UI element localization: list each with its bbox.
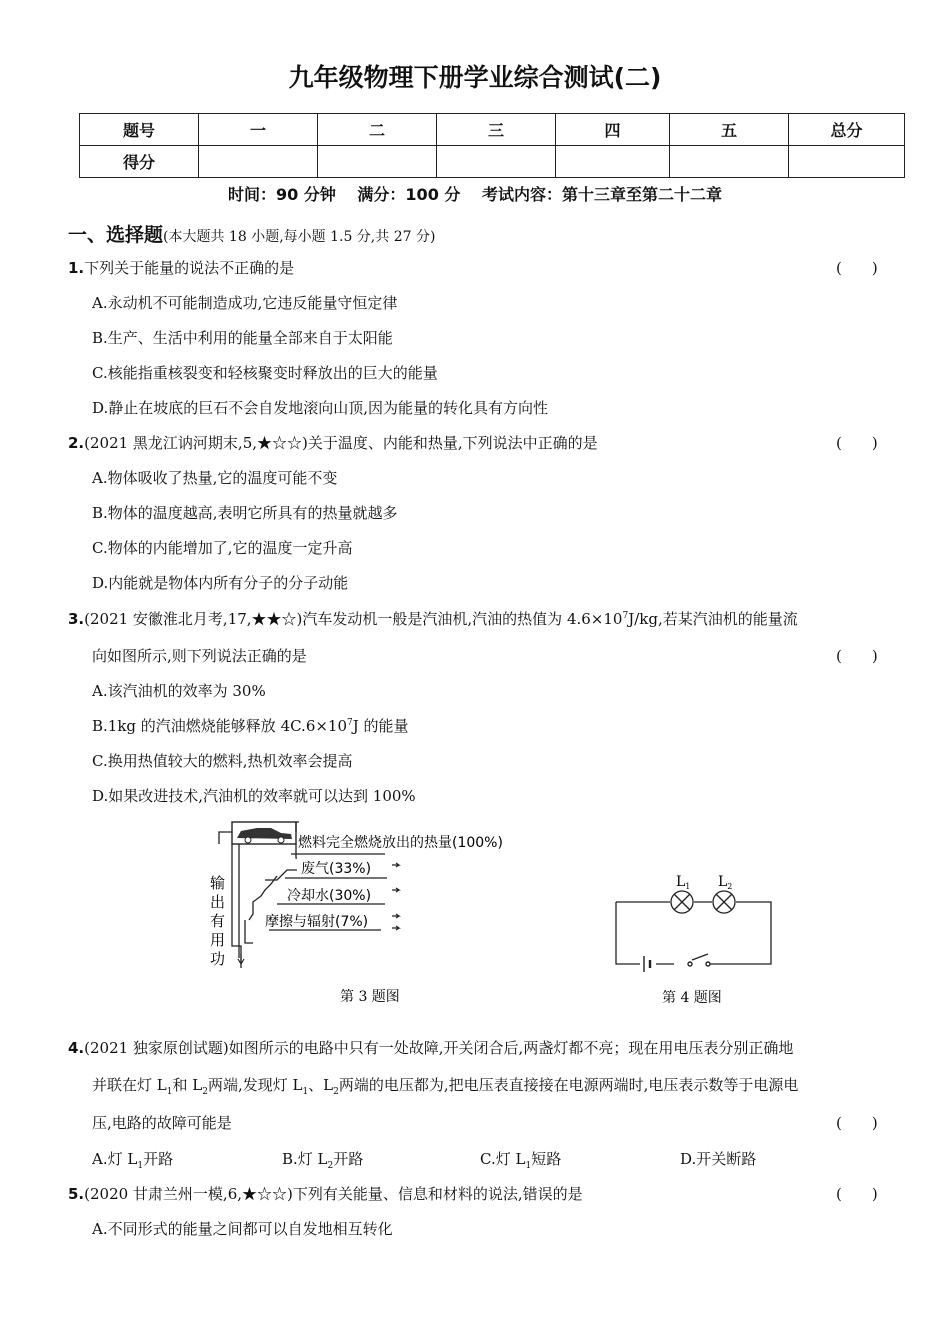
subscript: 2 xyxy=(327,1161,334,1171)
score-cell[interactable] xyxy=(556,146,670,178)
score-cell[interactable] xyxy=(789,146,905,178)
header-cell: 题号 xyxy=(80,114,199,146)
energy-cooling-label: 冷却水(30%) xyxy=(287,888,372,904)
exam-time: 时间：90 分钟 xyxy=(228,185,336,204)
header-cell: 五 xyxy=(670,114,789,146)
option-b xyxy=(92,715,409,736)
useful-work-char: 用 xyxy=(210,931,226,949)
answer-bracket[interactable]: ( ) xyxy=(836,1114,878,1132)
answer-bracket[interactable]: ( ) xyxy=(836,1185,878,1203)
question-number: 2. xyxy=(68,434,85,452)
answer-bracket[interactable]: ( ) xyxy=(836,259,878,277)
score-cell[interactable] xyxy=(199,146,318,178)
exam-meta xyxy=(0,182,950,205)
option-b: B.生产、生活中利用的能量全部来自于太阳能 xyxy=(92,329,393,347)
exam-content: 考试内容：第十三章至第二十二章 xyxy=(481,185,722,204)
option-a: A.该汽油机的效率为 30% xyxy=(92,682,266,700)
option-b: B.物体的温度越高,表明它所具有的热量就越多 xyxy=(92,504,398,522)
section-note: (本大题共 18 小题,每小题 1.5 分,共 27 分) xyxy=(163,229,436,245)
option-a: A.物体吸收了热量,它的温度可能不变 xyxy=(92,469,338,487)
useful-work-char: 功 xyxy=(210,950,226,968)
question-text: J/kg,若某汽油机的能量流 xyxy=(628,610,798,628)
option-d: D.内能就是物体内所有分子的分子动能 xyxy=(92,574,349,592)
header-cell: 三 xyxy=(437,114,556,146)
header-cell: 二 xyxy=(318,114,437,146)
option-d: D.开关断路 xyxy=(680,1150,757,1168)
car-icon xyxy=(232,822,296,844)
option-text: 开路 xyxy=(333,1150,364,1168)
figure-3-energy-flow xyxy=(205,818,545,1013)
option-a: A.不同形式的能量之间都可以自发地相互转化 xyxy=(92,1220,393,1238)
question-text: 、L xyxy=(308,1076,334,1094)
question-text: (2021 独家原创试题)如图所示的电路中只有一处故障,开关闭合后,两盏灯都不亮；现在用电压表分别正确地 xyxy=(84,1039,794,1057)
question-4-stem-cont xyxy=(92,1074,798,1097)
question-number: 3. xyxy=(68,610,85,628)
section-title: 一、选择题 xyxy=(68,224,164,246)
energy-total-label: 燃料完全燃烧放出的热量(100%) xyxy=(298,835,503,851)
score-table xyxy=(79,113,905,178)
option-c: C.物体的内能增加了,它的温度一定升高 xyxy=(92,539,353,557)
question-5-stem xyxy=(68,1183,583,1204)
option-text: J 的能量 xyxy=(352,717,409,735)
question-number: 1. xyxy=(68,259,85,277)
score-table-score-row xyxy=(80,146,905,178)
subscript: 1 xyxy=(166,1087,173,1097)
option-text: 开路 xyxy=(143,1150,174,1168)
page-title: 九年级物理下册学业综合测试(二) xyxy=(288,63,662,92)
question-4-stem xyxy=(68,1037,793,1058)
question-text: 下列关于能量的说法不正确的是 xyxy=(84,259,295,277)
question-3-stem-cont: 向如图所示,则下列说法正确的是 xyxy=(92,647,307,665)
question-1-stem xyxy=(68,257,294,278)
bulb-l2-label: $L_2$ xyxy=(718,874,733,891)
option-b xyxy=(282,1148,363,1171)
score-cell[interactable] xyxy=(670,146,789,178)
exponent: 7 xyxy=(622,611,629,621)
question-text: 并联在灯 L xyxy=(92,1076,167,1094)
energy-exhaust-label: 废气(33%) xyxy=(301,861,372,877)
option-c xyxy=(480,1148,561,1171)
answer-bracket[interactable]: ( ) xyxy=(836,434,878,452)
option-a xyxy=(92,1148,173,1171)
option-d: D.静止在坡底的巨石不会自发地滚向山顶,因为能量的转化具有方向性 xyxy=(92,399,549,417)
answer-bracket[interactable]: ( ) xyxy=(836,647,878,665)
question-2-stem xyxy=(68,432,598,453)
question-number: 4. xyxy=(68,1039,85,1057)
option-text: B.灯 L xyxy=(282,1150,328,1168)
subscript: 1 xyxy=(137,1161,144,1171)
energy-friction-label: 摩擦与辐射(7%) xyxy=(265,914,369,930)
question-text: (2021 黑龙江讷河期末,5,★☆☆)关于温度、内能和热量,下列说法中正确的是 xyxy=(84,434,598,452)
subscript: 1 xyxy=(525,1161,532,1171)
option-a: A.永动机不可能制造成功,它违反能量守恒定律 xyxy=(92,294,398,312)
option-text: B.1kg 的汽油燃烧能够释放 4C.6×10 xyxy=(92,717,348,735)
useful-work-char: 有 xyxy=(210,912,226,930)
bulb-l1-icon xyxy=(671,891,693,913)
question-text: (2021 安徽淮北月考,17,★★☆)汽车发动机一般是汽油机,汽油的热值为 4.6×10 xyxy=(84,610,623,628)
question-4-stem-cont: 压,电路的故障可能是 xyxy=(92,1114,232,1132)
exam-full-score: 满分：100 分 xyxy=(357,185,461,204)
score-cell[interactable] xyxy=(437,146,556,178)
option-text: C.灯 L xyxy=(480,1150,526,1168)
header-cell: 一 xyxy=(199,114,318,146)
question-text: 和 L xyxy=(172,1076,203,1094)
useful-work-char: 输 xyxy=(210,874,226,892)
subscript: 2 xyxy=(333,1087,339,1097)
figure-4-caption: 第 4 题图 xyxy=(662,990,722,1006)
bulb-l1-label: $L_1$ xyxy=(676,874,691,891)
question-text: (2020 甘肃兰州一模,6,★☆☆)下列有关能量、信息和材料的说法,错误的是 xyxy=(84,1185,583,1203)
figure-4-circuit xyxy=(612,870,782,1010)
question-3-stem xyxy=(68,608,798,629)
subscript: 1 xyxy=(302,1087,309,1097)
header-cell: 总分 xyxy=(789,114,905,146)
section-heading xyxy=(68,220,435,247)
header-cell: 四 xyxy=(556,114,670,146)
question-number: 5. xyxy=(68,1185,85,1203)
exponent: 7 xyxy=(347,718,353,728)
question-text: 两端的电压都为,把电压表直接接在电源两端时,电压表示数等于电源电 xyxy=(338,1076,799,1094)
score-cell[interactable] xyxy=(318,146,437,178)
option-text: 短路 xyxy=(531,1150,562,1168)
bulb-l2-icon xyxy=(713,891,735,913)
figure-3-caption: 第 3 题图 xyxy=(340,989,400,1005)
score-table-header-row xyxy=(80,114,905,146)
useful-work-char: 出 xyxy=(210,893,226,911)
option-text: A.灯 L xyxy=(92,1150,138,1168)
option-d: D.如果改进技术,汽油机的效率就可以达到 100% xyxy=(92,787,416,805)
row-label: 得分 xyxy=(80,146,199,178)
question-text: 两端,发现灯 L xyxy=(207,1076,303,1094)
subscript: 2 xyxy=(202,1087,208,1097)
option-c: C.换用热值较大的燃料,热机效率会提高 xyxy=(92,752,353,770)
option-c: C.核能指重核裂变和轻核聚变时释放出的巨大的能量 xyxy=(92,364,438,382)
